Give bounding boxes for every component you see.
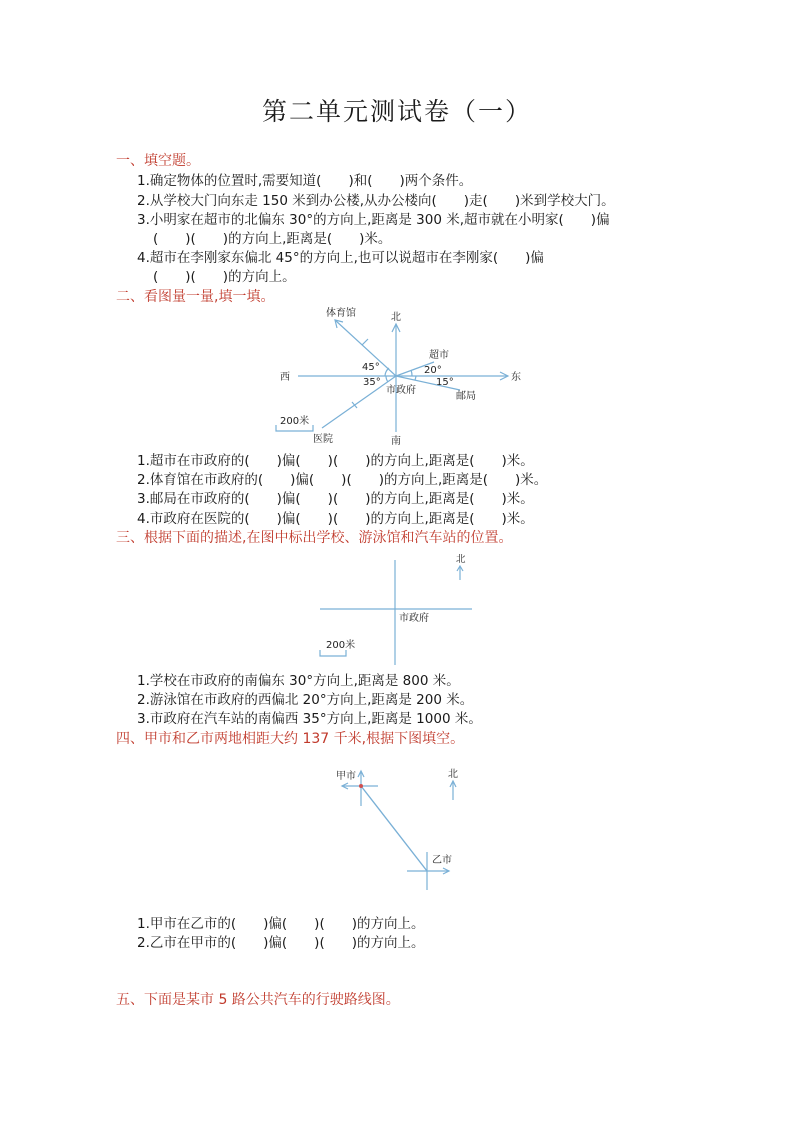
- label-north-3: 北: [456, 554, 466, 565]
- label-supermarket: 超市: [429, 350, 449, 361]
- label-hospital: 医院: [313, 434, 333, 445]
- label-west: 西: [280, 372, 290, 383]
- s1-question-2: 2.从学校大门向东走 150 米到办公楼,从办公楼向( )走( )米到学校大门。: [137, 193, 615, 209]
- s3-question-1: 1.学校在市政府的南偏东 30°方向上,距离是 800 米。: [137, 673, 460, 689]
- label-north-4: 北: [448, 769, 458, 780]
- label-jia-city: 甲市: [336, 771, 356, 782]
- label-gym: 体育馆: [326, 308, 356, 319]
- label-scale: 200米: [280, 416, 310, 427]
- s2-question-2: 2.体育馆在市政府的( )偏( )( )的方向上,距离是( )米。: [137, 472, 548, 488]
- section-1-heading: 一、填空题。: [116, 153, 200, 169]
- label-angle-20: 20°: [424, 365, 442, 376]
- s1-question-4b: ( )( )的方向上。: [153, 269, 296, 285]
- label-yi-city: 乙市: [432, 855, 452, 866]
- section-2-heading: 二、看图量一量,填一填。: [116, 289, 275, 305]
- s1-question-1: 1.确定物体的位置时,需要知道( )和( )两个条件。: [137, 173, 473, 189]
- section-5-heading: 五、下面是某市 5 路公共汽车的行驶路线图。: [116, 992, 400, 1008]
- s4-question-1: 1.甲市在乙市的( )偏( )( )的方向上。: [137, 916, 425, 932]
- label-scale-3: 200米: [326, 640, 356, 651]
- section-4-heading: 四、甲市和乙市两地相距大约 137 千米,根据下图填空。: [116, 731, 465, 747]
- s1-question-3a: 3.小明家在超市的北偏东 30°的方向上,距离是 300 米,超市就在小明家( )偏: [137, 212, 610, 228]
- label-angle-45: 45°: [362, 362, 380, 373]
- label-city-hall: 市政府: [386, 385, 416, 396]
- s4-question-2: 2.乙市在甲市的( )偏( )( )的方向上。: [137, 935, 425, 951]
- s1-question-4a: 4.超市在李刚家东偏北 45°的方向上,也可以说超市在李刚家( )偏: [137, 250, 544, 266]
- label-city-hall-3: 市政府: [399, 613, 429, 624]
- label-angle-15: 15°: [436, 377, 454, 388]
- page-title: 第二单元测试卷（一）: [261, 97, 532, 126]
- label-north: 北: [391, 312, 401, 323]
- s2-question-4: 4.市政府在医院的( )偏( )( )的方向上,距离是( )米。: [137, 511, 534, 527]
- s2-question-1: 1.超市在市政府的( )偏( )( )的方向上,距离是( )米。: [137, 453, 534, 469]
- label-post-office: 邮局: [456, 391, 476, 402]
- label-angle-35: 35°: [363, 377, 381, 388]
- s2-question-3: 3.邮局在市政府的( )偏( )( )的方向上,距离是( )米。: [137, 491, 534, 507]
- s3-question-2: 2.游泳馆在市政府的西偏北 20°方向上,距离是 200 米。: [137, 692, 474, 708]
- s3-question-3: 3.市政府在汽车站的南偏西 35°方向上,距离是 1000 米。: [137, 711, 482, 727]
- label-south: 南: [391, 436, 401, 447]
- s1-question-3b: ( )( )的方向上,距离是( )米。: [153, 231, 392, 247]
- section-3-heading: 三、根据下面的描述,在图中标出学校、游泳馆和汽车站的位置。: [116, 530, 513, 546]
- label-east: 东: [511, 372, 521, 383]
